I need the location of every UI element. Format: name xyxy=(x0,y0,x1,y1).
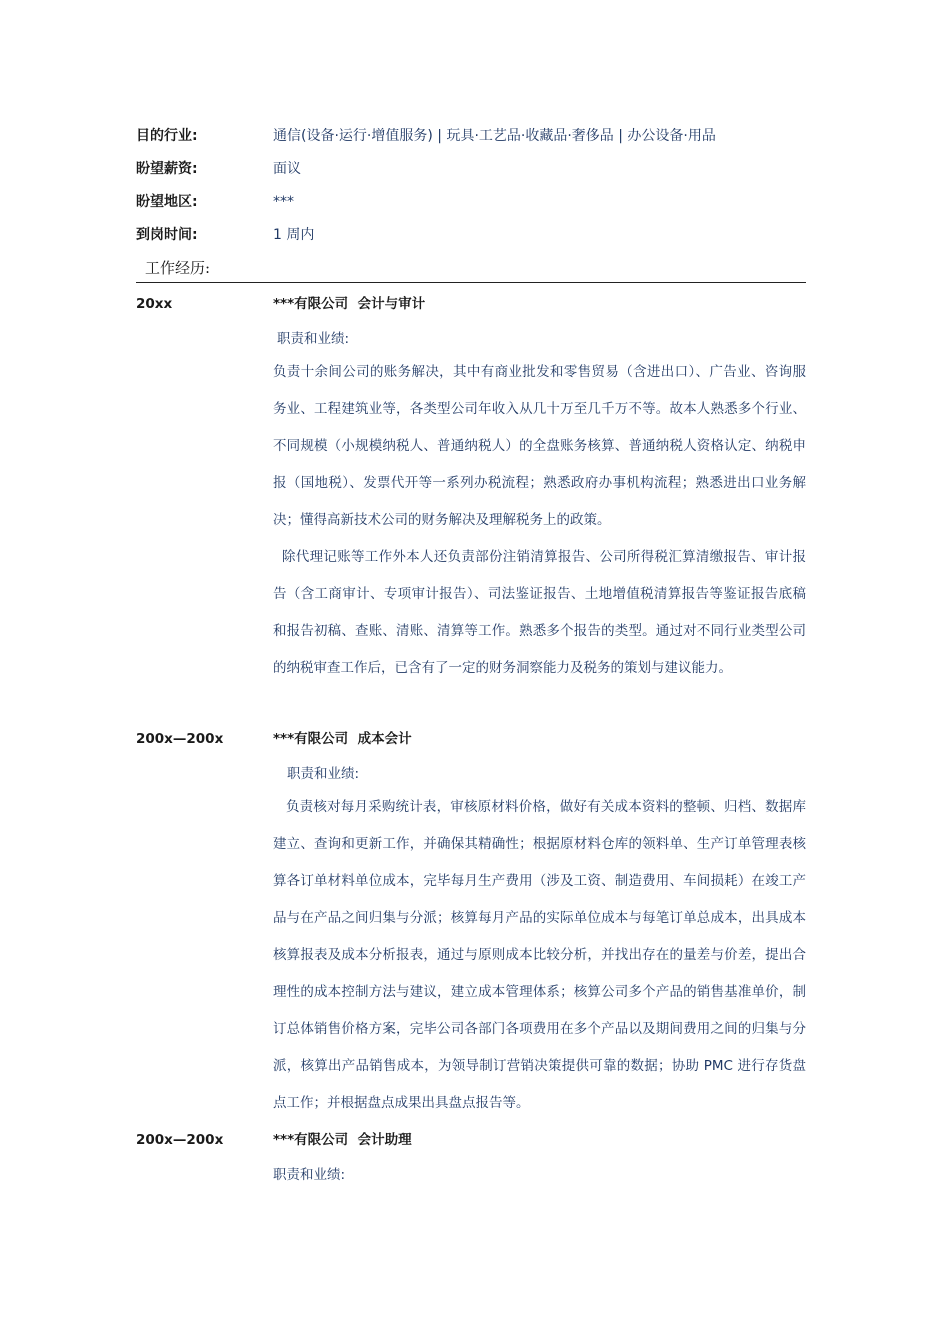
industry-row xyxy=(136,125,816,147)
job-1-period: 20xx xyxy=(136,296,173,312)
job-2-duties-label: 职责和业绩: xyxy=(287,766,360,782)
industry-label: 目的行业: xyxy=(136,128,198,144)
job-3-duties-label: 职责和业绩: xyxy=(273,1167,346,1183)
experience-section-title: 工作经历: xyxy=(145,259,211,277)
region-row xyxy=(136,191,816,213)
arrival-label: 到岗时间: xyxy=(136,227,198,243)
salary-row xyxy=(136,158,816,180)
job-1-paragraph-2: 除代理记账等工作外本人还负责部份注销清算报告、公司所得税汇算清缴报告、审计报告（含工商审计、专项审计报告）、司法鉴证报告、土地增值税清算报告等鉴证报告底稿和报告初稿、查账、清账、清算等工作。熟悉多个报告的类型。通过对不同行业类型公司的纳税审查工作后，已含有了一定的财务洞察能力及税务的策划与建议能力。 xyxy=(273,549,806,676)
region-value: *** xyxy=(273,194,294,210)
arrival-value: 1 周内 xyxy=(273,227,315,243)
job-2-title: ***有限公司 成本会计 xyxy=(273,731,412,747)
job-1-duties-label: 职责和业绩: xyxy=(277,331,350,347)
section-divider xyxy=(136,282,806,283)
job-1-paragraph-1: 负责十余间公司的账务解决，其中有商业批发和零售贸易（含进出口）、广告业、咨询服务业、工程建筑业等，各类型公司年收入从几十万至几千万不等。故本人熟悉多个行业、不同规模（小规模纳税人、普通纳税人）的全盘账务核算、普通纳税人资格认定、纳税申报（国地税）、发票代开等一系列办税流程；熟悉政府办事机构流程；熟悉进出口业务解决；懂得高新技术公司的财务解决及理解税务上的政策。 xyxy=(273,364,806,528)
job-1-title: ***有限公司 会计与审计 xyxy=(273,296,426,312)
job-3-period: 200x—200x xyxy=(136,1132,224,1148)
job-3-title: ***有限公司 会计助理 xyxy=(273,1132,412,1148)
salary-label: 盼望薪资: xyxy=(136,161,198,177)
job-2-paragraph-1: 负责核对每月采购统计表，审核原材料价格，做好有关成本资料的整顿、归档、数据库建立、查询和更新工作，并确保其精确性；根据原材料仓库的领料单、生产订单管理表核算各订单材料单位成本，完毕每月生产费用（涉及工资、制造费用、车间损耗）在竣工产品与在产品之间归集与分派；核算每月产品的实际单位成本与每笔订单总成本，出具成本核算报表及成本分析报表，通过与原则成本比较分析，并找出存在的量差与价差，提出合理性的成本控制方法与建议，建立成本管理体系；核算公司多个产品的销售基准单价，制订总体销售价格方案，完毕公司各部门各项费用在多个产品以及期间费用之间的归集与分派，核算出产品销售成本，为领导制订营销决策提供可靠的数据；协助 PMC 进行存货盘点工作；并根据盘点成果出具盘点报告等。 xyxy=(273,799,806,1111)
arrival-row xyxy=(136,224,816,246)
region-label: 盼望地区: xyxy=(136,194,198,210)
industry-value: 通信(设备·运行·增值服务) | 玩具·工艺品·收藏品·奢侈品 | 办公设备·用品 xyxy=(273,128,716,144)
job-2-period: 200x—200x xyxy=(136,731,224,747)
salary-value: 面议 xyxy=(273,161,301,177)
